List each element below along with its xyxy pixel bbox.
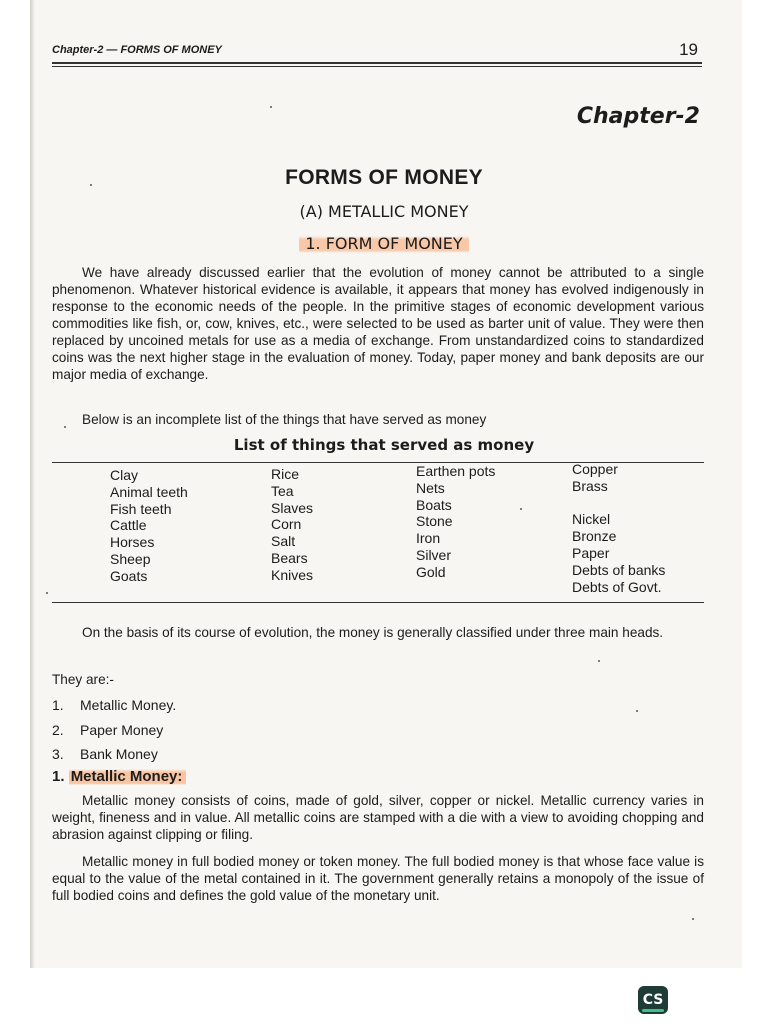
running-head: Chapter-2 — FORMS OF MONEY — [52, 44, 222, 56]
list-item: Bronze — [572, 528, 617, 545]
list-item — [52, 718, 176, 743]
list-item: Stone — [416, 513, 453, 530]
paragraph-classification: On the basis of its course of evolution, the money is generally classified under three main heads. — [82, 625, 664, 640]
heading-number: 1. — [52, 768, 65, 785]
list-item: Earthen pots — [416, 463, 496, 479]
things-column-4 — [572, 461, 665, 595]
list-item: Corn — [271, 516, 302, 533]
scan-speck — [636, 710, 638, 712]
scan-speck — [520, 508, 522, 510]
list-item: Knives — [271, 566, 314, 583]
chapter-label: Chapter-2 — [576, 104, 700, 129]
list-item: Salt — [271, 533, 296, 550]
list-item: Debts of banks — [572, 561, 666, 578]
list-item — [52, 742, 176, 767]
paragraph-metallic-money: Metallic money consists of coins, made of gold, silver, copper or nickel. Metallic currency varies in weight, fineness and in value. All metallic coins are stamped with a die with a view to avoiding chopping and abrasion against clipping or filing. — [52, 793, 704, 842]
list-item: Paper — [572, 544, 610, 561]
list-item: Debts of Govt. — [572, 578, 662, 595]
paragraph-full-bodied-money: Metallic money in full bodied money or token money. The full bodied money is that whose face value is equal to the value of the metal contained in it. The government generally retains a monopoly of the issue of full bodied coins and defines the gold value of the monetary unit. — [52, 854, 704, 903]
list-title: List of things that served as money — [233, 436, 535, 454]
list-item: Silver — [416, 546, 452, 563]
list-item: Copper — [572, 461, 618, 477]
list-item: Goats — [110, 567, 148, 584]
they-are-label: They are:- — [52, 672, 114, 687]
list-item: Boats — [416, 496, 452, 513]
column-gap — [572, 495, 665, 512]
paragraph-evolution: We have already discussed earlier that the evolution of money cannot be attributed to a single phenomenon. Whatever historical evidence is available, it appears that money has evolved indigenously in response to the economic needs of the people. In the primitive stages of economic development various commodities like fish, or, cow, knives, etc., were selected to be used as barter unit of value. They were then replaced by uncoined metals for use as a media of exchange. From unstandardized coins to standardized coins was the next higher stage in the evaluation of money. Today, paper money and bank deposits are our major media of exchange. — [52, 265, 704, 382]
scan-speck — [598, 660, 600, 662]
list-item: Tea — [271, 482, 294, 499]
scan-speck — [64, 426, 66, 428]
things-column-3 — [416, 463, 495, 581]
list-label: Bank Money — [80, 746, 158, 762]
section-heading — [0, 234, 768, 253]
list-item: Sheep — [110, 550, 151, 567]
list-number: 1. — [52, 697, 64, 713]
list-item: Animal teeth — [110, 483, 188, 500]
page-number: 19 — [679, 40, 698, 59]
list-item: Nickel — [572, 511, 611, 528]
header-rule — [52, 62, 702, 67]
list-label: Metallic Money. — [80, 697, 177, 713]
scan-speck — [90, 184, 92, 186]
things-column-2 — [271, 466, 313, 584]
list-item: Bears — [271, 549, 308, 566]
list-label: Paper Money — [80, 721, 164, 738]
list-item: Fish teeth — [110, 500, 172, 517]
page-title: FORMS OF MONEY — [285, 166, 483, 189]
scan-speck — [46, 592, 48, 594]
list-item: Nets — [416, 479, 445, 496]
list-item: Cattle — [110, 517, 147, 534]
heading-label: Metallic Money: — [69, 768, 187, 785]
list-item — [52, 693, 176, 718]
subtitle: (A) METALLIC MONEY — [299, 202, 469, 221]
list-intro: Below is an incomplete list of the things that have served as money — [82, 412, 487, 427]
camscanner-logo: CS — [638, 986, 668, 1014]
list-item: Slaves — [271, 499, 314, 516]
list-item: Iron — [416, 530, 441, 547]
list-item: Gold — [416, 563, 446, 580]
list-number: 2. — [52, 721, 64, 738]
section-heading-text: 1. FORM OF MONEY — [299, 234, 468, 253]
table-rule-bottom — [52, 602, 704, 603]
scan-speck — [692, 918, 694, 920]
list-item: Clay — [110, 467, 139, 483]
list-item: Brass — [572, 477, 608, 494]
heads-list — [52, 693, 176, 767]
scan-speck — [270, 106, 272, 108]
things-column-1 — [110, 467, 188, 585]
metallic-money-heading — [52, 768, 186, 785]
list-item: Rice — [271, 466, 300, 482]
page-edge-shadow — [30, 0, 35, 968]
list-item: Horses — [110, 534, 155, 551]
list-number: 3. — [52, 746, 64, 762]
